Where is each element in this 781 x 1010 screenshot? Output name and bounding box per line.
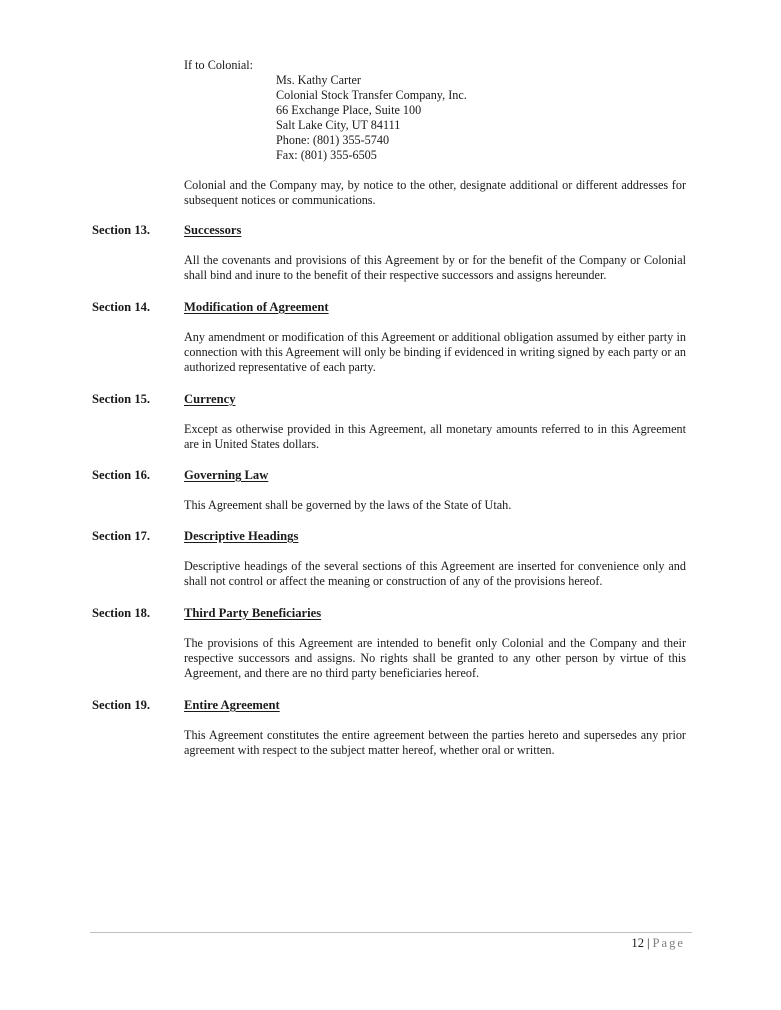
section-title: Modification of Agreement — [184, 300, 329, 314]
section-body: Descriptive headings of the several sections of this Agreement are inserted for convenience only and shall not control or affect the meaning or construction of any of the provisions hereof. — [184, 559, 686, 588]
section-body: This Agreement shall be governed by the laws of the State of Utah. — [184, 498, 512, 512]
section-number: Section 19. — [92, 698, 151, 712]
address-line-name: Ms. Kathy Carter — [276, 73, 361, 87]
page-label: Page — [652, 936, 685, 950]
section-title: Currency — [184, 392, 236, 406]
section-16 — [92, 468, 686, 513]
section-title: Governing Law — [184, 468, 269, 482]
section-number: Section 15. — [92, 392, 151, 406]
section-number: Section 14. — [92, 300, 151, 314]
section-15 — [92, 392, 686, 452]
notice-recipient-label: If to Colonial: — [184, 58, 254, 72]
section-body: The provisions of this Agreement are intended to benefit only Colonial and the Company and their respective successors and assigns. No rights shall be granted to any other person by virtue of this Agreement, and there are no third party beneficiaries hereof. — [184, 636, 686, 680]
section-title: Descriptive Headings — [184, 529, 299, 543]
section-body: Except as otherwise provided in this Agreement, all monetary amounts referred to in this Agreement are in United States dollars. — [184, 422, 686, 451]
notice-address-block — [184, 58, 686, 208]
section-number: Section 13. — [92, 223, 151, 237]
notice-paragraph: Colonial and the Company may, by notice to the other, designate additional or different addresses for subsequent notices or communications. — [184, 178, 686, 207]
address-line-company: Colonial Stock Transfer Company, Inc. — [276, 88, 467, 102]
page-number: 12 — [631, 936, 644, 950]
page-separator: | — [646, 936, 650, 950]
address-line-street: 66 Exchange Place, Suite 100 — [276, 103, 422, 117]
section-body: All the covenants and provisions of this Agreement by or for the benefit of the Company or Colonial shall bind and inure to the benefit of their respective successors and assigns hereunder. — [184, 253, 686, 282]
section-14 — [92, 300, 686, 375]
section-number: Section 17. — [92, 529, 151, 543]
section-number: Section 18. — [92, 606, 151, 620]
section-number: Section 16. — [92, 468, 151, 482]
section-title: Entire Agreement — [184, 698, 280, 712]
footer-divider — [90, 932, 692, 933]
page-footer — [631, 936, 685, 951]
section-17 — [92, 529, 686, 589]
address-line-city: Salt Lake City, UT 84111 — [276, 118, 401, 132]
section-body: This Agreement constitutes the entire agreement between the parties hereto and supersedes any prior agreement with respect to the subject matter hereof, whether oral or written. — [184, 728, 686, 757]
section-title: Successors — [184, 223, 242, 237]
section-18 — [92, 606, 686, 681]
section-13 — [92, 223, 686, 283]
section-body: Any amendment or modification of this Agreement or additional obligation assumed by either party in connection with this Agreement will only be binding if evidenced in writing signed by each party or an authorized representative of each party. — [184, 330, 686, 374]
address-line-phone: Phone: (801) 355-5740 — [276, 133, 390, 147]
section-title: Third Party Beneficiaries — [184, 606, 322, 620]
address-line-fax: Fax: (801) 355-6505 — [276, 148, 377, 162]
section-19 — [92, 698, 686, 758]
